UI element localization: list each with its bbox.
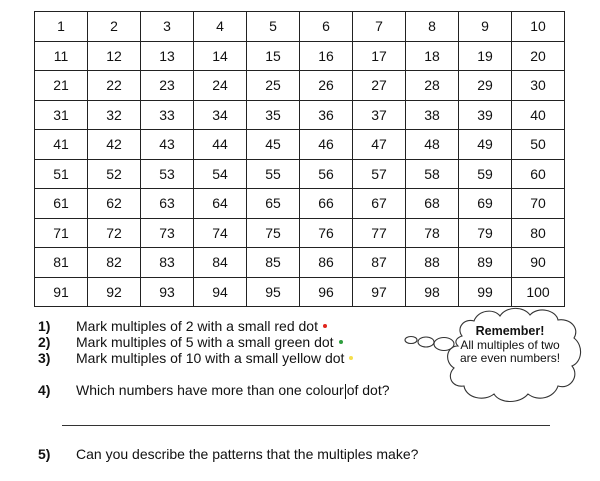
- grid-cell: 29: [459, 71, 512, 101]
- grid-cell: 94: [194, 277, 247, 307]
- answer-line: [62, 425, 550, 426]
- green-dot-icon: [339, 340, 343, 344]
- grid-cell: 88: [406, 248, 459, 278]
- grid-cell: 78: [406, 218, 459, 248]
- grid-cell: 41: [35, 130, 88, 160]
- grid-cell: 45: [247, 130, 300, 160]
- grid-cell: 40: [512, 100, 565, 130]
- question-5-text: Can you describe the patterns that the multiples make?: [76, 446, 419, 462]
- grid-cell: 57: [353, 159, 406, 189]
- grid-cell: 86: [300, 248, 353, 278]
- grid-row: [35, 248, 565, 278]
- reminder-body: All multiples of two are even numbers!: [459, 337, 561, 365]
- grid-row: [35, 277, 565, 307]
- grid-row: [35, 189, 565, 219]
- text-cursor-icon: [345, 384, 346, 399]
- question-3-text: Mark multiples of 10 with a small yellow dot: [76, 350, 345, 366]
- grid-cell: 15: [247, 41, 300, 71]
- grid-cell: 68: [406, 189, 459, 219]
- grid-cell: 63: [141, 189, 194, 219]
- grid-cell: 50: [512, 130, 565, 160]
- grid-cell: 48: [406, 130, 459, 160]
- grid-cell: 96: [300, 277, 353, 307]
- grid-cell: 58: [406, 159, 459, 189]
- grid-cell: 11: [35, 41, 88, 71]
- grid-cell: 5: [247, 12, 300, 42]
- grid-cell: 71: [35, 218, 88, 248]
- grid-cell: 22: [88, 71, 141, 101]
- grid-cell: 3: [141, 12, 194, 42]
- grid-cell: 89: [459, 248, 512, 278]
- grid-cell: 37: [353, 100, 406, 130]
- grid-cell: 83: [141, 248, 194, 278]
- grid-cell: 81: [35, 248, 88, 278]
- question-3-number: 3): [38, 350, 51, 366]
- hundred-square: [34, 11, 565, 307]
- grid-cell: 84: [194, 248, 247, 278]
- grid-cell: 9: [459, 12, 512, 42]
- grid-cell: 85: [247, 248, 300, 278]
- grid-row: [35, 71, 565, 101]
- grid-cell: 65: [247, 189, 300, 219]
- grid-cell: 20: [512, 41, 565, 71]
- grid-cell: 7: [353, 12, 406, 42]
- question-1-number: 1): [38, 318, 51, 334]
- grid-cell: 91: [35, 277, 88, 307]
- grid-cell: 33: [141, 100, 194, 130]
- grid-cell: 19: [459, 41, 512, 71]
- grid-cell: 76: [300, 218, 353, 248]
- grid-cell: 54: [194, 159, 247, 189]
- grid-cell: 77: [353, 218, 406, 248]
- grid-cell: 97: [353, 277, 406, 307]
- grid-cell: 14: [194, 41, 247, 71]
- grid-cell: 92: [88, 277, 141, 307]
- grid-cell: 39: [459, 100, 512, 130]
- grid-cell: 34: [194, 100, 247, 130]
- grid-cell: 60: [512, 159, 565, 189]
- grid-cell: 42: [88, 130, 141, 160]
- grid-cell: 82: [88, 248, 141, 278]
- grid-cell: 6: [300, 12, 353, 42]
- grid-cell: 49: [459, 130, 512, 160]
- grid-cell: 38: [406, 100, 459, 130]
- grid-cell: 1: [35, 12, 88, 42]
- grid-cell: 43: [141, 130, 194, 160]
- grid-row: [35, 130, 565, 160]
- yellow-dot-icon: [349, 356, 353, 360]
- grid-cell: 100: [512, 277, 565, 307]
- grid-cell: 80: [512, 218, 565, 248]
- grid-cell: 18: [406, 41, 459, 71]
- grid-cell: 28: [406, 71, 459, 101]
- hundred-square-body: [35, 12, 565, 307]
- question-4-number: 4): [38, 382, 51, 398]
- grid-cell: 87: [353, 248, 406, 278]
- grid-cell: 12: [88, 41, 141, 71]
- grid-row: [35, 41, 565, 71]
- grid-cell: 23: [141, 71, 194, 101]
- grid-cell: 62: [88, 189, 141, 219]
- grid-cell: 73: [141, 218, 194, 248]
- grid-row: [35, 100, 565, 130]
- grid-cell: 24: [194, 71, 247, 101]
- grid-cell: 30: [512, 71, 565, 101]
- grid-cell: 61: [35, 189, 88, 219]
- grid-cell: 72: [88, 218, 141, 248]
- grid-cell: 66: [300, 189, 353, 219]
- question-4-text-start: Which numbers have more than one colour: [76, 382, 344, 398]
- grid-cell: 52: [88, 159, 141, 189]
- grid-cell: 69: [459, 189, 512, 219]
- grid-cell: 26: [300, 71, 353, 101]
- question-1-text: Mark multiples of 2 with a small red dot: [76, 318, 318, 334]
- grid-cell: 36: [300, 100, 353, 130]
- grid-cell: 2: [88, 12, 141, 42]
- grid-cell: 56: [300, 159, 353, 189]
- grid-cell: 13: [141, 41, 194, 71]
- grid-cell: 32: [88, 100, 141, 130]
- grid-cell: 90: [512, 248, 565, 278]
- grid-row: [35, 159, 565, 189]
- grid-cell: 98: [406, 277, 459, 307]
- grid-cell: 8: [406, 12, 459, 42]
- grid-cell: 64: [194, 189, 247, 219]
- grid-cell: 55: [247, 159, 300, 189]
- grid-cell: 31: [35, 100, 88, 130]
- grid-cell: 67: [353, 189, 406, 219]
- grid-cell: 70: [512, 189, 565, 219]
- grid-cell: 35: [247, 100, 300, 130]
- grid-cell: 47: [353, 130, 406, 160]
- grid-cell: 4: [194, 12, 247, 42]
- grid-row: [35, 218, 565, 248]
- grid-row: [35, 12, 565, 42]
- grid-cell: 27: [353, 71, 406, 101]
- grid-cell: 95: [247, 277, 300, 307]
- grid-cell: 53: [141, 159, 194, 189]
- red-dot-icon: [323, 324, 327, 328]
- question-4-text-end: of dot?: [346, 382, 390, 398]
- question-2-text: Mark multiples of 5 with a small green dot: [76, 334, 334, 350]
- reminder-note: [455, 325, 565, 366]
- grid-cell: 79: [459, 218, 512, 248]
- grid-cell: 99: [459, 277, 512, 307]
- grid-cell: 10: [512, 12, 565, 42]
- grid-cell: 93: [141, 277, 194, 307]
- grid-cell: 25: [247, 71, 300, 101]
- question-2-number: 2): [38, 334, 51, 350]
- grid-cell: 59: [459, 159, 512, 189]
- reminder-title: Remember!: [475, 324, 545, 338]
- grid-cell: 17: [353, 41, 406, 71]
- grid-cell: 51: [35, 159, 88, 189]
- grid-cell: 16: [300, 41, 353, 71]
- grid-cell: 75: [247, 218, 300, 248]
- grid-cell: 46: [300, 130, 353, 160]
- grid-cell: 74: [194, 218, 247, 248]
- question-5-number: 5): [38, 446, 51, 462]
- grid-cell: 21: [35, 71, 88, 101]
- grid-cell: 44: [194, 130, 247, 160]
